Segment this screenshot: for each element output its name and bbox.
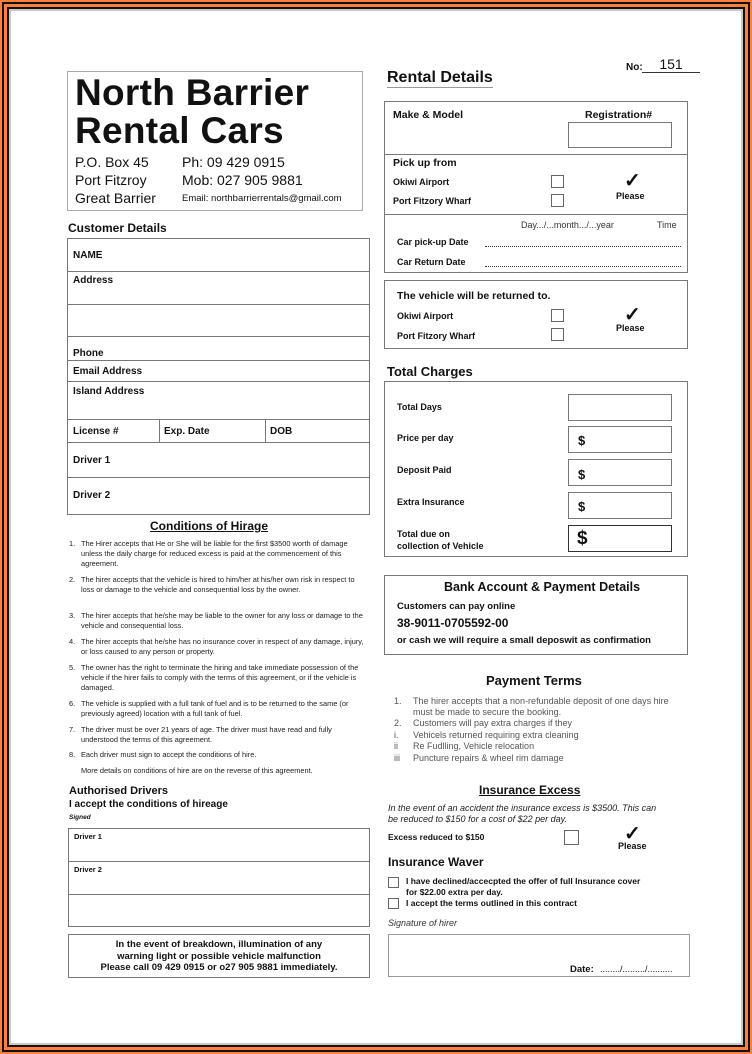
pickup-date-label: Car pick-up Date <box>397 237 469 247</box>
pickup-okiwi-checkbox[interactable] <box>551 175 564 188</box>
payment-term-item: must be made to secure the booking. <box>413 707 562 717</box>
date-format-hint: Day.../...month.../...year <box>521 220 614 230</box>
address-field[interactable]: Address <box>73 275 114 286</box>
company-header <box>67 71 363 211</box>
condition-item: 4. The hirer accepts that he/she has no insurance cover in respect of any damage, injury, or loss caused to any person or property. <box>69 637 364 656</box>
bank-line3: or cash we will require a small deposwit as confirmation <box>397 635 651 646</box>
insurance-decline-accept-checkbox[interactable] <box>388 877 399 888</box>
please-tick-label: Please <box>618 841 647 851</box>
insurance-option1-line2: for $22.00 extra per day. <box>406 887 503 897</box>
date-label: Date: <box>570 964 594 975</box>
please-tick-label: Please <box>616 191 645 201</box>
driver1-signature-field[interactable]: Driver 1 <box>74 832 102 841</box>
signed-label: Signed <box>69 814 91 821</box>
payment-term-item: 2. <box>394 718 402 728</box>
license-column-header: License # <box>73 426 119 437</box>
payment-term-item: Puncture repairs & wheel rim damage <box>413 753 564 763</box>
breakdown-notice <box>68 934 370 978</box>
company-town: Port Fitzroy <box>75 172 147 188</box>
conditions-footer: More details on conditions of hire are on the reverse of this agreement. <box>81 766 313 775</box>
accept-terms-label: I accept the terms outlined in this contract <box>406 898 577 908</box>
extra-insurance-input[interactable]: $ <box>568 492 672 519</box>
checkmark-icon: ✓ <box>624 823 641 845</box>
return-option-label: Port Fitzory Wharf <box>397 331 475 341</box>
deposit-paid-label: Deposit Paid <box>397 465 452 475</box>
license-driver1-row[interactable]: Driver 1 <box>73 455 111 466</box>
price-per-day-input[interactable]: $ <box>568 426 672 453</box>
total-due-input[interactable]: $ <box>568 525 672 552</box>
form-number-value: 151 <box>642 56 700 73</box>
condition-item: 2. The hirer accepts that the vehicle is hired to him/her at his/her own risk in respect to loss or damage to the vehicle and consequential loss by the owner. <box>69 575 355 594</box>
company-name-line2: Rental Cars <box>75 110 284 151</box>
rental-details-title: Rental Details <box>387 69 493 86</box>
conditions-title: Conditions of Hirage <box>150 519 268 533</box>
return-wharf-checkbox[interactable] <box>551 328 564 341</box>
excess-reduced-label: Excess reduced to $150 <box>388 832 485 842</box>
pickup-date-input[interactable] <box>485 246 681 247</box>
total-charges-table <box>384 381 688 557</box>
company-po-box: P.O. Box 45 <box>75 154 149 170</box>
condition-item: 7. The driver must be over 21 years of age. The driver must have read and fully understood the terms of this agreement. <box>69 725 332 744</box>
email-field[interactable]: Email Address <box>73 366 143 377</box>
total-days-label: Total Days <box>397 402 442 412</box>
payment-term-item: 1. <box>394 696 402 706</box>
time-label: Time <box>657 220 677 230</box>
company-island: Great Barrier <box>75 190 156 206</box>
insurance-excess-title: Insurance Excess <box>479 783 581 797</box>
insurance-waver-title: Insurance Waver <box>388 855 484 869</box>
condition-item: 5. The owner has the right to terminate the hiring and take immediate possession of the vehicle if the hirer fails to comply with the terms of this agreement, or if the vehicle is damaged. <box>69 663 359 692</box>
registration-label: Registration# <box>585 109 653 121</box>
rental-details-table <box>384 101 688 273</box>
condition-item: 3. The hirer accepts that he/she may be liable to the owner for any loss or damage to the vehicle and consequential loss. <box>69 611 363 630</box>
driver-signature-table <box>68 828 370 927</box>
please-tick-label: Please <box>616 323 645 333</box>
insurance-excess-desc-line2: be reduced to $150 for a cost of $22 per day. <box>388 814 567 824</box>
customer-details-table <box>67 238 370 515</box>
insurance-option1-line1: I have declined/accecpted the offer of full Insurance cover <box>406 876 641 886</box>
return-title: The vehicle will be returned to. <box>397 290 551 302</box>
total-due-label-line2: collection of Vehicle <box>397 541 484 551</box>
driver2-signature-field[interactable]: Driver 2 <box>74 865 102 874</box>
form-number-label: No: <box>626 62 643 73</box>
payment-term-item: Customers will pay extra charges if they <box>413 718 573 728</box>
payment-term-item: Vehicels returned requiring extra cleaning <box>413 730 579 740</box>
checkmark-icon: ✓ <box>624 304 641 326</box>
phone-field[interactable]: Phone <box>73 348 104 359</box>
accept-terms-checkbox[interactable] <box>388 898 399 909</box>
name-field[interactable]: NAME <box>73 250 103 261</box>
return-okiwi-checkbox[interactable] <box>551 309 564 322</box>
breakdown-line3: Please call 09 429 0915 or o27 905 9881 immediately. <box>100 962 338 973</box>
registration-input[interactable] <box>568 122 672 148</box>
bank-title: Bank Account & Payment Details <box>443 580 641 594</box>
pickup-option-label: Okiwi Airport <box>393 177 450 187</box>
dob-column-header: DOB <box>270 426 293 437</box>
deposit-paid-input[interactable]: $ <box>568 459 672 486</box>
license-driver2-row[interactable]: Driver 2 <box>73 490 111 501</box>
bank-line1: Customers can pay online <box>397 601 516 612</box>
signature-label: Signature of hirer <box>388 918 458 928</box>
make-model-field[interactable]: Make & Model <box>393 109 464 121</box>
company-mobile: Mob: 027 905 9881 <box>182 172 303 188</box>
excess-reduced-checkbox[interactable] <box>564 830 579 845</box>
payment-term-item: The hirer accepts that a non-refundable deposit of one days hire <box>413 696 669 706</box>
checkmark-icon: ✓ <box>624 170 641 192</box>
total-charges-title: Total Charges <box>387 364 473 379</box>
total-days-input[interactable] <box>568 394 672 421</box>
condition-item: 8. Each driver must sign to accept the conditions of hire. <box>69 750 257 759</box>
return-location-box <box>384 280 688 349</box>
island-address-field[interactable]: Island Address <box>73 386 145 397</box>
insurance-excess-desc-line1: In the event of an accident the insurance excess is $3500. This can <box>388 803 657 813</box>
company-phone: Ph: 09 429 0915 <box>182 154 285 170</box>
price-per-day-label: Price per day <box>397 433 454 443</box>
date-input[interactable]: ......../........./.......... <box>600 964 673 974</box>
pickup-option-label: Port Fitzory Wharf <box>393 196 471 206</box>
return-date-input[interactable] <box>485 266 681 267</box>
company-name-line1: North Barrier <box>75 72 310 113</box>
breakdown-line1: In the event of breakdown, illumination of any <box>115 939 323 950</box>
bank-account-number: 38-9011-0705592-00 <box>397 616 509 630</box>
payment-term-item: ii <box>394 741 398 751</box>
payment-terms-title: Payment Terms <box>486 673 582 688</box>
company-email: Email: northbarrierrentals@gmail.com <box>182 193 342 204</box>
customer-details-title: Customer Details <box>68 221 167 235</box>
payment-term-item: Re Fudlling, Vehicle relocation <box>413 741 535 751</box>
return-date-label: Car Return Date <box>397 257 466 267</box>
exp-date-column-header: Exp. Date <box>164 426 210 437</box>
return-option-label: Okiwi Airport <box>397 311 454 321</box>
address-field-line2[interactable] <box>68 305 369 335</box>
bank-details-box <box>384 575 688 655</box>
total-due-label-line1: Total due on <box>397 529 450 539</box>
accept-conditions-text: I accept the conditions of hireage <box>69 799 228 810</box>
signature-field[interactable] <box>388 934 690 977</box>
breakdown-line2: warning light or possible vehicle malfunction <box>117 950 321 962</box>
authorised-drivers-title: Authorised Drivers <box>69 785 169 797</box>
pickup-wharf-checkbox[interactable] <box>551 194 564 207</box>
payment-term-item: iii <box>394 753 400 763</box>
extra-insurance-label: Extra Insurance <box>397 497 465 507</box>
pickup-title: Pick up from <box>393 157 457 169</box>
condition-item: 6. The vehicle is supplied with a full tank of fuel and is to be returned to the same (or previously agreed) location with a full tank of fuel. <box>69 699 349 718</box>
payment-term-item: i. <box>394 730 399 740</box>
condition-item: 1. The Hirer accepts that He or She will be liable for the first $3500 worth of damage unless the daily charge for reduced excess is paid at the commencement of this agreement. <box>69 539 348 568</box>
extra-signature-field[interactable] <box>69 895 369 927</box>
